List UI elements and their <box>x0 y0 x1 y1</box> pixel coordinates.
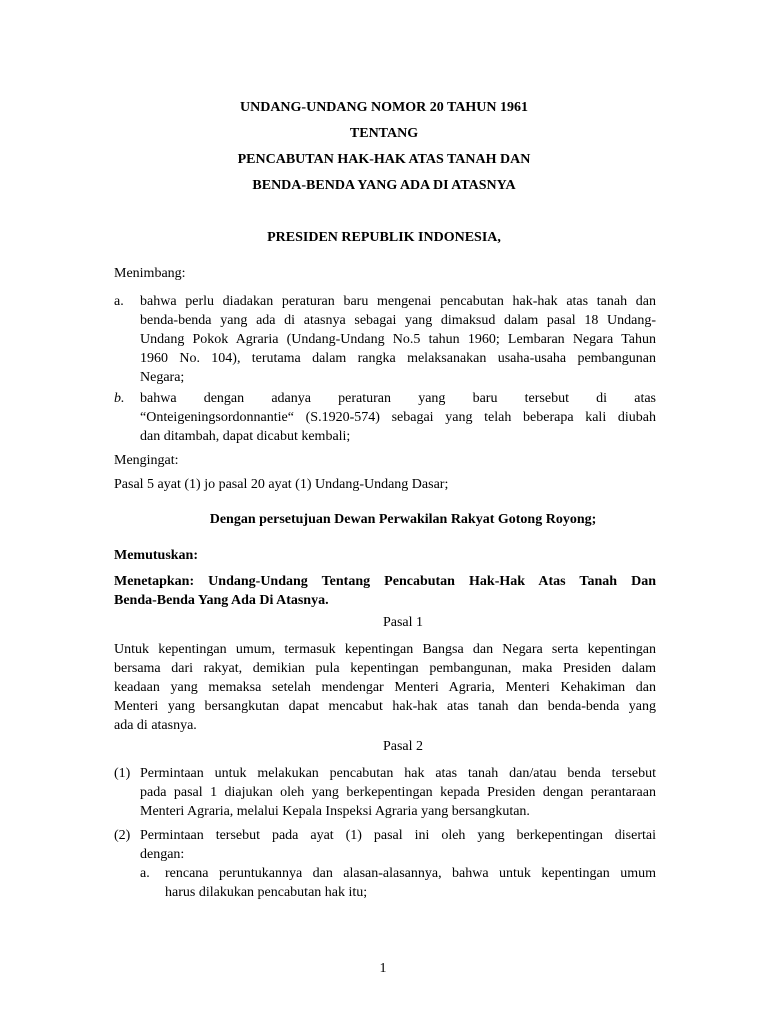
pasal-2-sub-a-line: harus dilakukan pencabutan hak itu; <box>165 885 368 900</box>
menimbang-b-line: “Onteigeningsordonnantie“ (S.1920-574) sebagai yang telah beberapa kali diubah <box>140 410 656 425</box>
title-line-2: TENTANG <box>349 126 419 141</box>
pasal-2-item-1-label: (1) <box>114 766 131 781</box>
page-number: 1 <box>379 961 387 976</box>
pasal-1-line: ada di atasnya. <box>114 718 197 733</box>
mengingat-text: Pasal 5 ayat (1) jo pasal 20 ayat (1) Undang-Undang Dasar; <box>114 477 449 492</box>
pasal-1-line: bersama dari rakyat, demikian pula kepentingan pembangunan, maka Presiden dalam <box>114 661 656 676</box>
pasal-2-title: Pasal 2 <box>382 739 424 754</box>
menimbang-b-line: dan ditambah, dapat dicabut kembali; <box>140 429 351 444</box>
pasal-2-sub-a-label: a. <box>140 866 150 881</box>
title-line-3: PENCABUTAN HAK-HAK ATAS TANAH DAN <box>237 152 531 167</box>
pasal-2-item-2-line: Permintaan tersebut pada ayat (1) pasal ini oleh yang berkepentingan disertai <box>140 828 656 843</box>
mengingat-label: Mengingat: <box>114 453 179 468</box>
menimbang-a-line: bahwa perlu diadakan peraturan baru mengenai pencabutan hak-hak atas tanah dan <box>140 294 656 309</box>
title-line-1: UNDANG-UNDANG NOMOR 20 TAHUN 1961 <box>239 100 529 115</box>
menimbang-label: Menimbang: <box>114 266 186 281</box>
menimbang-a-label: a. <box>114 294 124 309</box>
pasal-2-item-2-label: (2) <box>114 828 131 843</box>
persetujuan-line: Dengan persetujuan Dewan Perwakilan Rakyat Gotong Royong; <box>209 512 597 527</box>
pasal-1-title: Pasal 1 <box>382 615 424 630</box>
pasal-1-line: Untuk kepentingan umum, termasuk kepentingan Bangsa dan Negara serta kepentingan <box>114 642 656 657</box>
pasal-2-item-1-line: Permintaan untuk melakukan pencabutan hak atas tanah dan/atau benda tersebut <box>140 766 656 781</box>
menimbang-a-line: Negara; <box>140 370 185 385</box>
title-line-4: BENDA-BENDA YANG ADA DI ATASNYA <box>252 178 516 193</box>
menimbang-b-label: b. <box>114 391 125 406</box>
menimbang-a-line: benda-benda yang ada di atasnya sebagai yang dimaksud dalam pasal 18 Undang- <box>140 313 656 328</box>
pasal-2-sub-a-line: rencana peruntukannya dan alasan-alasannya, bahwa untuk kepentingan umum <box>165 866 656 881</box>
president-heading: PRESIDEN REPUBLIK INDONESIA, <box>267 230 501 245</box>
menetapkan-line-1: Menetapkan: Undang-Undang Tentang Pencabutan Hak-Hak Atas Tanah Dan <box>114 574 656 589</box>
menimbang-b-line: bahwa dengan adanya peraturan yang baru tersebut di atas <box>140 391 656 406</box>
pasal-2-item-1-line: pada pasal 1 diajukan oleh yang berkepentingan kepada Presiden dengan perantaraan <box>140 785 656 800</box>
menimbang-a-line: Undang Pokok Agraria (Undang-Undang No.5 tahun 1960; Lembaran Negara Tahun <box>140 332 656 347</box>
menimbang-a-line: 1960 No. 104), terutama dalam rangka melaksanakan usaha-usaha pembangunan <box>140 351 656 366</box>
pasal-1-line: keadaan yang memaksa setelah mendengar Menteri Agraria, Menteri Kehakiman dan <box>114 680 656 695</box>
menetapkan-line-2: Benda-Benda Yang Ada Di Atasnya. <box>114 593 329 608</box>
memutuskan-label: Memutuskan: <box>114 548 199 563</box>
pasal-2-item-1-line: Menteri Agraria, melalui Kepala Inspeksi Agraria yang bersangkutan. <box>140 804 530 819</box>
pasal-2-item-2-line: dengan: <box>140 847 185 862</box>
pasal-1-line: Menteri yang bersangkutan dapat mencabut hak-hak atas tanah dan benda-benda yang <box>114 699 656 714</box>
